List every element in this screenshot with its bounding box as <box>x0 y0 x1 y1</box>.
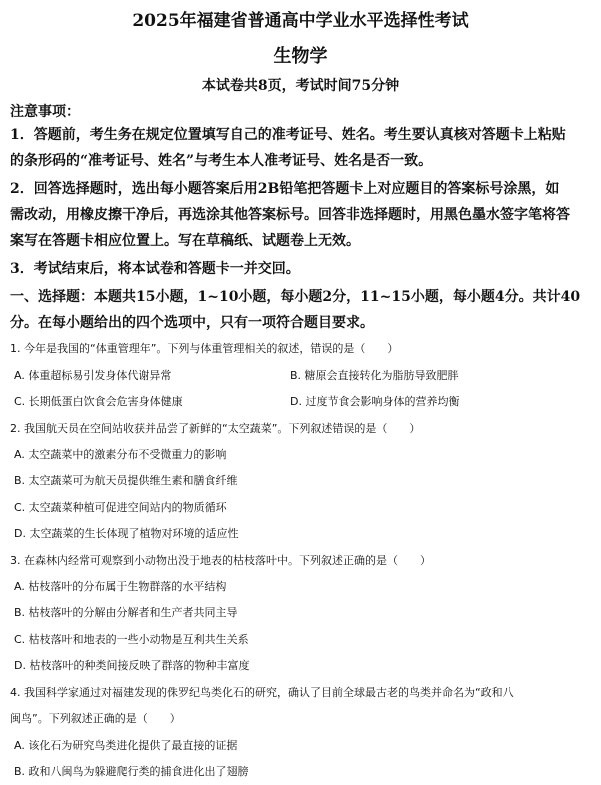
question-2-option-d: D. 太空蔬菜的生长体现了植物对环境的适应性 <box>14 527 239 540</box>
note-line: 3．考试结束后，将本试卷和答题卡一并交回。 <box>10 261 300 277</box>
question-1-stem: 1. 今年是我国的“体重管理年”。下列与体重管理相关的叙述，错误的是（ ） <box>10 342 399 355</box>
notes-heading: 注意事项： <box>10 104 80 120</box>
subject-title: 生物学 <box>273 46 328 67</box>
question-3-option-b: B. 枯枝落叶的分解由分解者和生产者共同主导 <box>14 606 238 619</box>
question-4-option-a: A. 该化石为研究鸟类进化提供了最直接的证据 <box>14 739 238 752</box>
exam-title: 2025年福建省普通高中学业水平选择性考试 <box>132 11 469 31</box>
question-3-option-d: D. 枯枝落叶的种类间接反映了群落的物种丰富度 <box>14 659 250 672</box>
note-line: 需改动，用橡皮擦干净后，再选涂其他答案标号。回答非选择题时，用黑色墨水签字笔将答 <box>10 207 570 223</box>
question-3-option-c: C. 枯枝落叶和地表的一些小动物是互利共生关系 <box>14 633 249 646</box>
exam-info: 本试卷共8页，考试时间75分钟 <box>201 78 400 94</box>
question-1-option-b: B. 糖原会直接转化为脂肪导致肥胖 <box>290 369 459 382</box>
question-4-option-b: B. 政和八闽鸟为躲避爬行类的捕食进化出了翅膀 <box>14 765 249 778</box>
note-line: 2．回答选择题时，选出每小题答案后用2B铅笔把答题卡上对应题目的答案标号涂黑，如 <box>10 181 560 197</box>
note-line: 1．答题前，考生务在规定位置填写自己的准考证号、姓名。考生要认真核对答题卡上粘贴 <box>10 127 566 143</box>
question-2-option-a: A. 太空蔬菜中的激素分布不受微重力的影响 <box>14 448 227 461</box>
note-line: 案写在答题卡相应位置上。写在草稿纸、试题卷上无效。 <box>10 233 360 249</box>
question-2-stem: 2. 我国航天员在空间站收获并品尝了新鲜的“太空蔬菜”。下列叙述错误的是（ ） <box>10 422 421 435</box>
question-1-option-c: C. 长期低蛋白饮食会危害身体健康 <box>14 395 183 408</box>
question-4-stem: 4. 我国科学家通过对福建发现的侏罗纪鸟类化石的研究，确认了目前全球最古老的鸟类并命名为“政和八 <box>10 686 514 699</box>
note-line: 的条形码的“准考证号、姓名”与考生本人准考证号、姓名是否一致。 <box>10 153 433 169</box>
question-3-stem: 3. 在森林内经常可观察到小动物出没于地表的枯枝落叶中。下列叙述正确的是（ ） <box>10 554 431 567</box>
question-4-stem: 闽鸟”。下列叙述正确的是（ ） <box>10 712 181 725</box>
question-2-option-c: C. 太空蔬菜种植可促进空间站内的物质循环 <box>14 501 227 514</box>
section-heading-line: 分。在每小题给出的四个选项中，只有一项符合题目要求。 <box>10 315 374 331</box>
question-3-option-a: A. 枯枝落叶的分布属于生物群落的水平结构 <box>14 580 227 593</box>
question-2-option-b: B. 太空蔬菜可为航天员提供维生素和膳食纤维 <box>14 474 238 487</box>
question-1-option-a: A. 体重超标易引发身体代谢异常 <box>14 369 172 382</box>
question-1-option-d: D. 过度节食会影响身体的营养均衡 <box>290 395 460 408</box>
section-heading-line: 一、选择题：本题共15小题，1~10小题，每小题2分，11~15小题，每小题4分。共计40 <box>10 289 581 305</box>
